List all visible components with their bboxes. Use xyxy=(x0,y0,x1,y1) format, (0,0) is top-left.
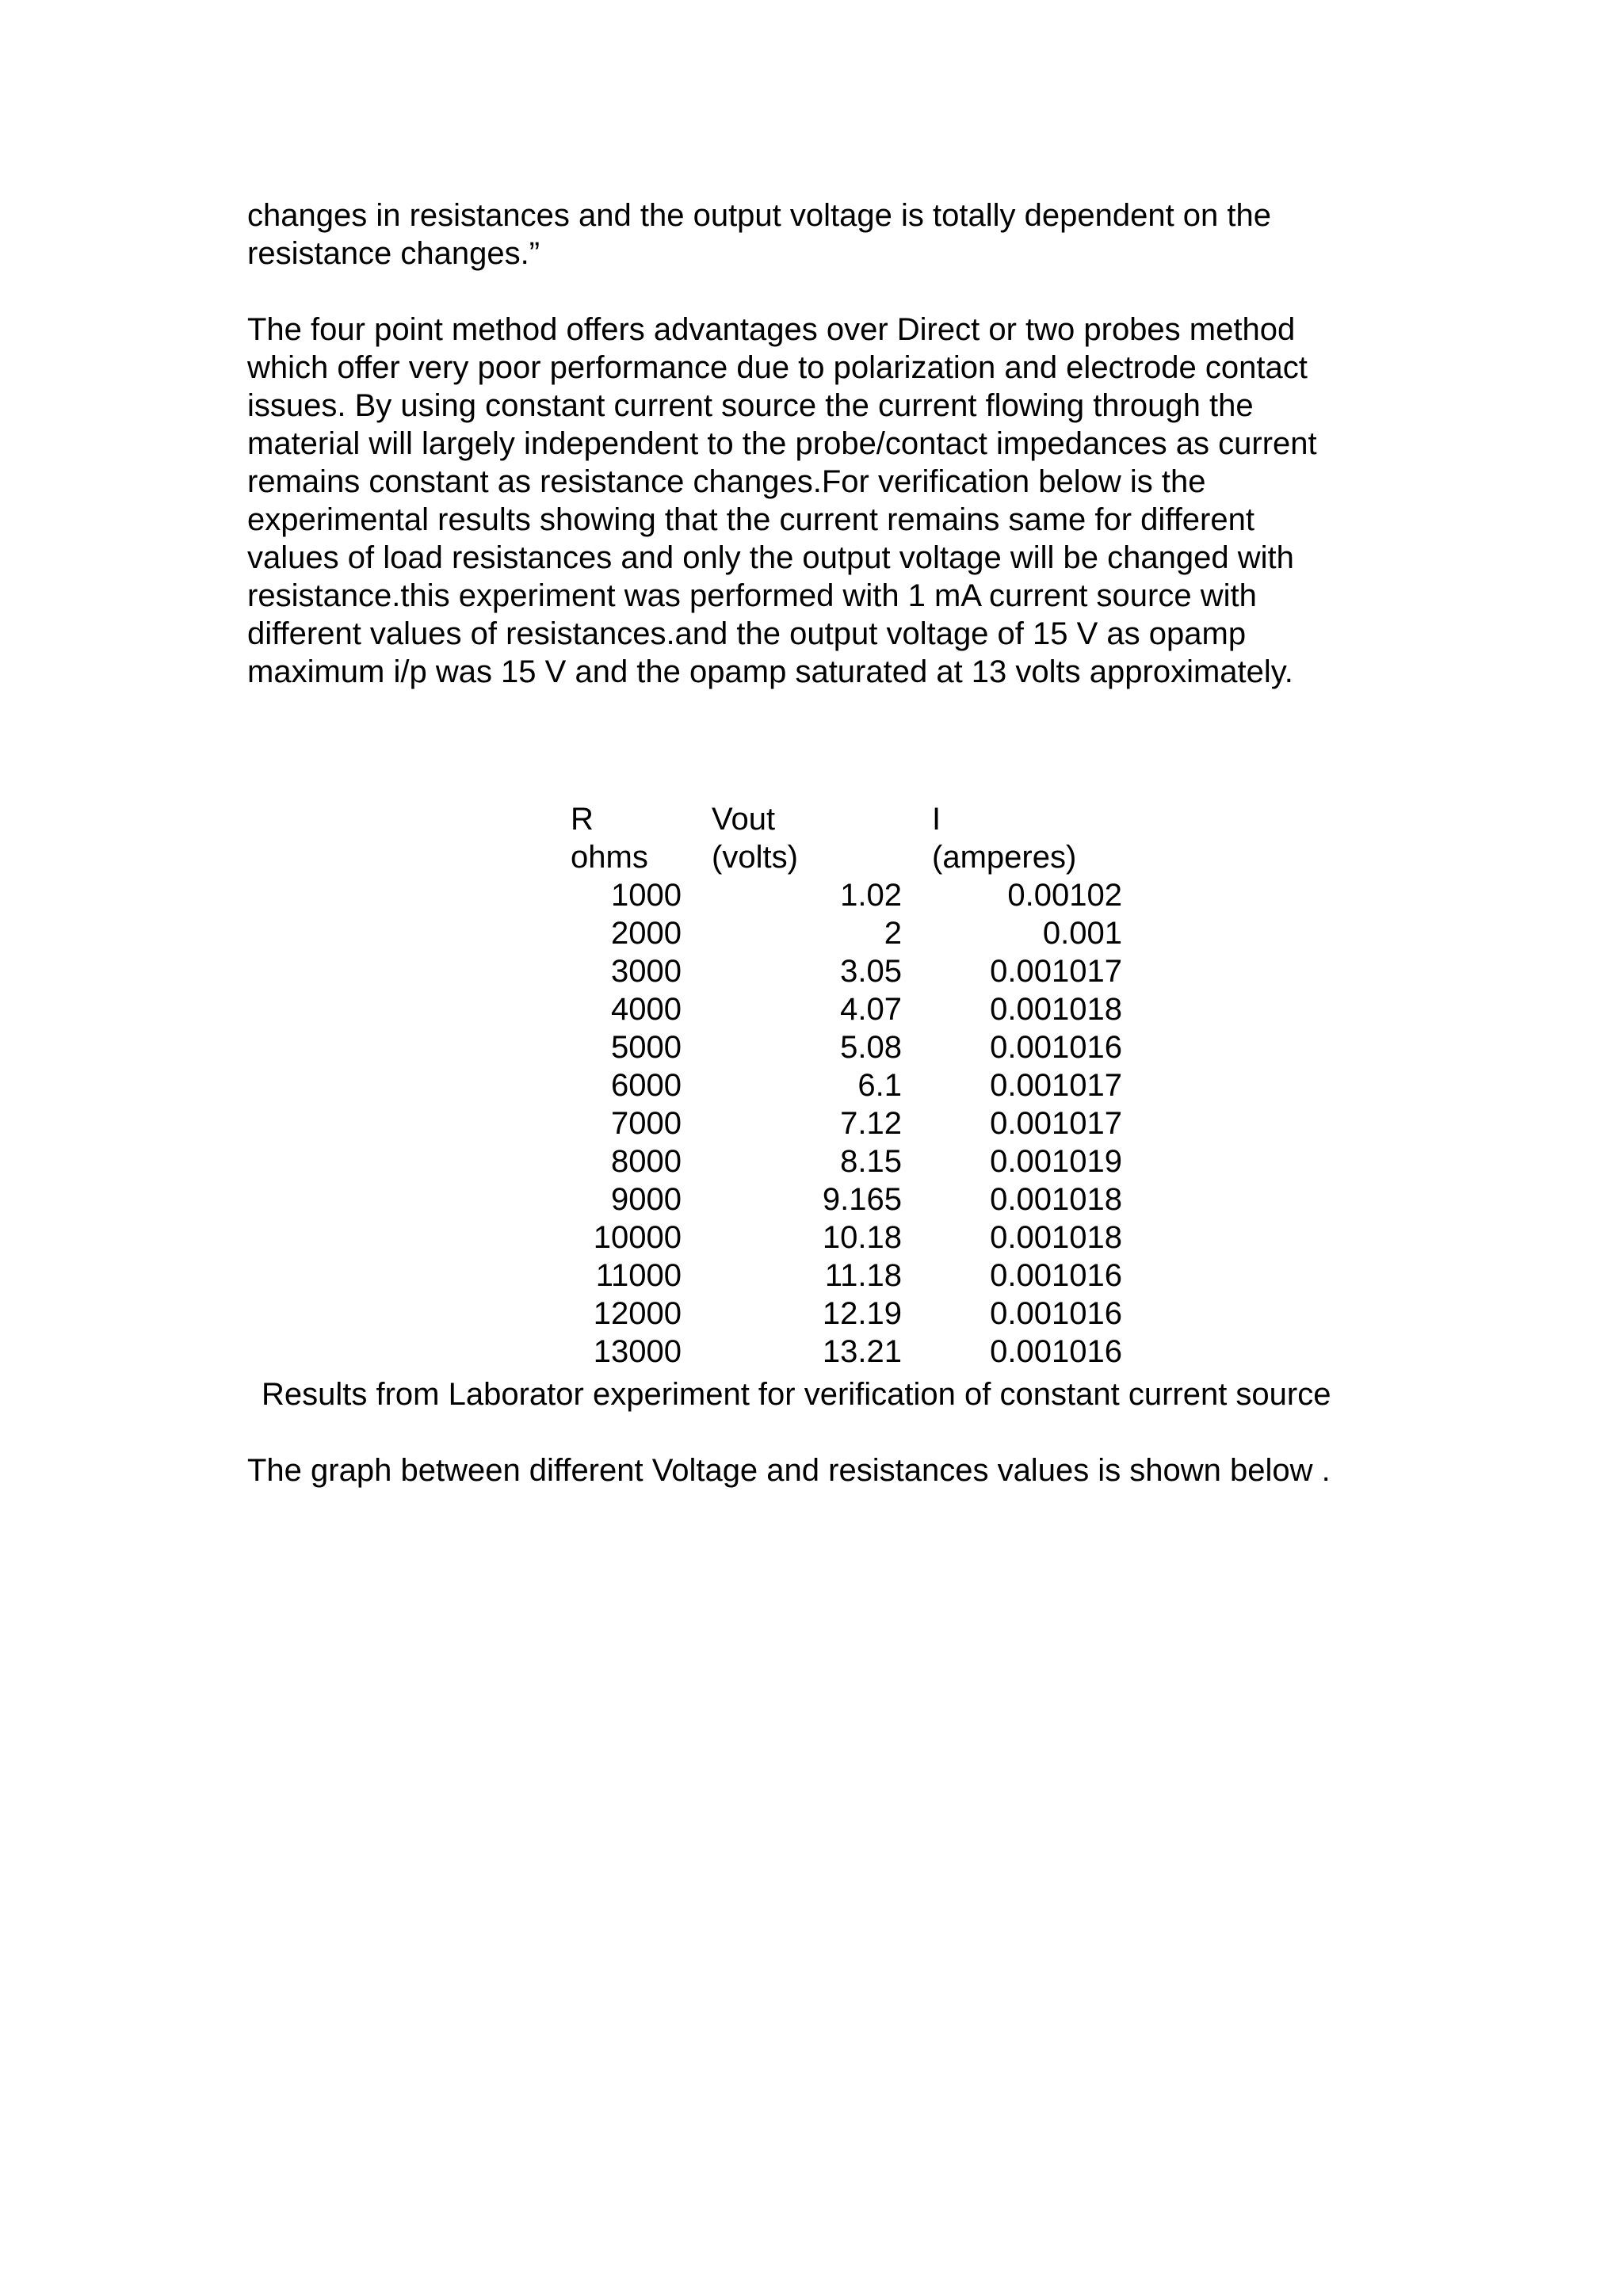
cell-resistance: 2000 xyxy=(611,916,682,951)
cell-voltage: 5.08 xyxy=(840,1030,902,1065)
header-vout: Vout xyxy=(712,802,776,837)
table-row xyxy=(571,1257,1122,1295)
cell-voltage: 2 xyxy=(884,916,902,951)
cell-current: 0.001016 xyxy=(990,1296,1122,1331)
table-row xyxy=(571,1295,1122,1333)
cell-current: 0.001018 xyxy=(990,992,1122,1027)
cell-voltage: 6.1 xyxy=(857,1068,902,1103)
header-i: I xyxy=(932,802,941,837)
paragraph-1 xyxy=(247,196,1396,273)
paragraph-1-text: changes in resistances and the output voltage is totally dependent on the resistance changes.” xyxy=(247,198,1272,271)
table-row xyxy=(571,1180,1122,1219)
cell-voltage: 11.18 xyxy=(824,1258,902,1293)
table-row xyxy=(571,952,1122,990)
cell-current: 0.001017 xyxy=(990,1068,1122,1103)
table-row xyxy=(571,1333,1122,1371)
cell-resistance: 11000 xyxy=(595,1258,682,1293)
cell-voltage: 7.12 xyxy=(840,1106,902,1141)
table-row xyxy=(571,1142,1122,1180)
closing-sentence: The graph between different Voltage and resistances values is shown below . xyxy=(247,1453,1331,1488)
cell-voltage: 4.07 xyxy=(840,992,902,1027)
cell-current: 0.001018 xyxy=(990,1220,1122,1255)
table-row xyxy=(571,876,1122,914)
unit-volts: (volts) xyxy=(712,840,798,875)
cell-current: 0.001017 xyxy=(990,954,1122,989)
cell-voltage: 3.05 xyxy=(840,954,902,989)
results-table xyxy=(571,800,1122,1371)
cell-resistance: 5000 xyxy=(611,1030,682,1065)
cell-current: 0.001018 xyxy=(990,1182,1122,1217)
table-row xyxy=(571,1066,1122,1104)
unit-amperes: (amperes) xyxy=(932,840,1077,875)
unit-ohms: ohms xyxy=(571,840,648,875)
cell-resistance: 1000 xyxy=(611,878,682,913)
cell-resistance: 3000 xyxy=(611,954,682,989)
cell-current: 0.001019 xyxy=(990,1144,1122,1179)
cell-resistance: 8000 xyxy=(611,1144,682,1179)
cell-voltage: 12.19 xyxy=(822,1296,902,1331)
cell-current: 0.00102 xyxy=(1007,878,1122,913)
cell-current: 0.001016 xyxy=(990,1334,1122,1369)
cell-voltage: 9.165 xyxy=(822,1182,902,1217)
table-caption: Results from Laborator experiment for verification of constant current source xyxy=(262,1377,1331,1412)
cell-resistance: 9000 xyxy=(611,1182,682,1217)
paragraph-2 xyxy=(247,311,1396,691)
cell-resistance: 12000 xyxy=(593,1296,682,1331)
cell-voltage: 10.18 xyxy=(822,1220,902,1255)
table-row xyxy=(571,1219,1122,1257)
cell-voltage: 8.15 xyxy=(840,1144,902,1179)
cell-resistance: 7000 xyxy=(611,1106,682,1141)
table-row xyxy=(571,990,1122,1028)
cell-current: 0.001 xyxy=(1042,916,1122,951)
cell-resistance: 4000 xyxy=(611,992,682,1027)
table-row xyxy=(571,914,1122,952)
paragraph-2-text: The four point method offers advantages over Direct or two probes method which offer very poor performance due to polarization and electrode contact issues. By using constant current source the current flowing through the material will largely independent to the probe/contact impedances as current remains constant as resistance changes.For verification below is the experimental results showing that the current remains same for different values of load resistances and only the output voltage will be changed with resistance.this experiment was performed with 1 mA current source with different values of resistances.and the output voltage of 15 V as opamp maximum i/p was 15 V and the opamp saturated at 13 volts approximately. xyxy=(247,312,1317,689)
cell-resistance: 6000 xyxy=(611,1068,682,1103)
cell-voltage: 1.02 xyxy=(840,878,902,913)
cell-resistance: 13000 xyxy=(593,1334,682,1369)
cell-current: 0.001016 xyxy=(990,1030,1122,1065)
table-row xyxy=(571,1104,1122,1142)
results-table-body xyxy=(571,800,1122,1371)
cell-voltage: 13.21 xyxy=(822,1334,902,1369)
header-r: R xyxy=(571,802,594,837)
table-header-row xyxy=(571,800,1122,838)
cell-current: 0.001017 xyxy=(990,1106,1122,1141)
table-units-row xyxy=(571,838,1122,876)
cell-resistance: 10000 xyxy=(593,1220,682,1255)
cell-current: 0.001016 xyxy=(990,1258,1122,1293)
table-row xyxy=(571,1028,1122,1066)
